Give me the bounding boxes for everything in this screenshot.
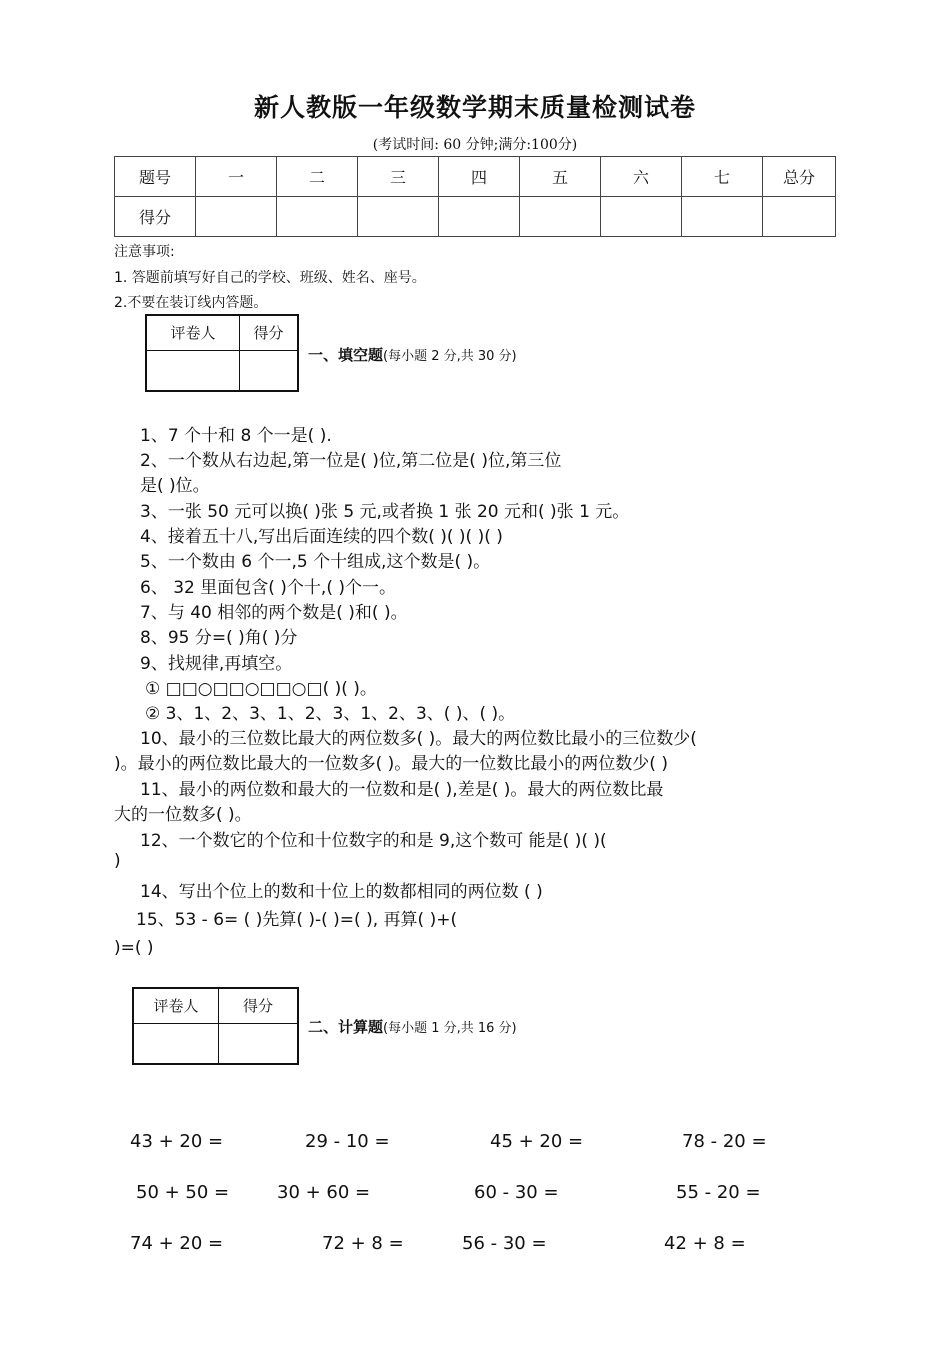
header-cell: 一 xyxy=(196,157,277,197)
calc-item: 56 - 30 = xyxy=(462,1233,547,1254)
question-line: )=( ) xyxy=(114,938,154,958)
score-table-score-row xyxy=(115,197,836,237)
header-cell: 六 xyxy=(601,157,682,197)
grader-box-2 xyxy=(132,987,299,1065)
question-line: 9、找规律,再填空。 xyxy=(140,654,293,674)
calc-item: 78 - 20 = xyxy=(682,1131,767,1152)
score-cell[interactable] xyxy=(358,197,439,237)
notes-heading: 注意事项: xyxy=(114,244,175,260)
score-table-header-row xyxy=(115,157,836,197)
question-line: 15、53 - 6= ( )先算( )-( )=( ), 再算( )+( xyxy=(136,910,458,930)
calc-item: 55 - 20 = xyxy=(676,1182,761,1203)
calc-item: 50 + 50 = xyxy=(136,1182,230,1203)
header-cell: 七 xyxy=(682,157,763,197)
question-line: ① □□○□□○□□○□( )( )。 xyxy=(145,679,377,699)
score-cell[interactable] xyxy=(763,197,836,237)
question-line: )。最小的两位数比最大的一位数多( )。最大的一位数比最小的两位数少( ) xyxy=(114,754,668,774)
score-cell[interactable] xyxy=(601,197,682,237)
note-item: 2.不要在装订线内答题。 xyxy=(114,295,268,311)
question-line: 是( )位。 xyxy=(140,476,210,496)
grader-label: 评卷人 xyxy=(133,988,219,1023)
grader-score-label: 得分 xyxy=(240,315,299,350)
question-line: ) xyxy=(114,851,121,871)
header-cell: 二 xyxy=(277,157,358,197)
question-line: 14、写出个位上的数和十位上的数都相同的两位数 ( ) xyxy=(140,882,543,902)
question-line: 5、一个数由 6 个一,5 个十组成,这个数是( )。 xyxy=(140,552,491,572)
question-line: 4、接着五十八,写出后面连续的四个数( )( )( )( ) xyxy=(140,527,503,547)
calc-item: 72 + 8 = xyxy=(322,1233,404,1254)
question-line: 3、一张 50 元可以换( )张 5 元,或者换 1 张 20 元和( )张 1 元。 xyxy=(140,502,630,522)
question-line: 11、最小的两位数和最大的一位数和是( ),差是( )。最大的两位数比最 xyxy=(140,780,664,800)
section1-heading xyxy=(308,344,517,365)
question-line: 7、与 40 相邻的两个数是( )和( )。 xyxy=(140,603,408,623)
exam-info: (考试时间: 60 分钟;满分:100分) xyxy=(372,137,578,153)
calc-item: 45 + 20 = xyxy=(490,1131,584,1152)
score-cell[interactable] xyxy=(682,197,763,237)
question-line: 10、最小的三位数比最大的两位数多( )。最大的两位数比最小的三位数少( xyxy=(140,729,697,749)
calc-item: 60 - 30 = xyxy=(474,1182,559,1203)
calc-item: 74 + 20 = xyxy=(130,1233,224,1254)
section2-meta: (每小题 1 分,共 16 分) xyxy=(383,1021,517,1036)
section2-title: 二、计算题 xyxy=(308,1018,384,1036)
question-line: 1、7 个十和 8 个一是( ). xyxy=(140,426,332,446)
calc-item: 30 + 60 = xyxy=(277,1182,371,1203)
score-cell[interactable] xyxy=(520,197,601,237)
question-line: ② 3、1、2、3、1、2、3、1、2、3、( )、( )。 xyxy=(145,704,516,724)
grader-score-label: 得分 xyxy=(219,988,299,1023)
grader-box-1 xyxy=(145,314,299,392)
header-cell: 五 xyxy=(520,157,601,197)
calc-item: 42 + 8 = xyxy=(664,1233,746,1254)
header-cell: 四 xyxy=(439,157,520,197)
section1-meta: (每小题 2 分,共 30 分) xyxy=(383,349,517,364)
grader-score-cell[interactable] xyxy=(219,1023,299,1064)
question-line: 大的一位数多( )。 xyxy=(114,805,252,825)
score-cell[interactable] xyxy=(277,197,358,237)
question-line: 2、一个数从右边起,第一位是( )位,第二位是( )位,第三位 xyxy=(140,451,562,471)
section2-heading xyxy=(308,1016,517,1037)
question-line: 8、95 分=( )角( )分 xyxy=(140,628,298,648)
grader-label: 评卷人 xyxy=(146,315,240,350)
calc-item: 43 + 20 = xyxy=(130,1131,224,1152)
grader-name-cell[interactable] xyxy=(133,1023,219,1064)
score-cell[interactable] xyxy=(439,197,520,237)
question-line: 12、一个数它的个位和十位数字的和是 9,这个数可 能是( )( )( xyxy=(140,831,607,851)
header-cell: 题号 xyxy=(115,157,196,197)
header-cell: 三 xyxy=(358,157,439,197)
row-label: 得分 xyxy=(115,197,196,237)
calc-item: 29 - 10 = xyxy=(305,1131,390,1152)
grader-score-cell[interactable] xyxy=(240,350,299,391)
score-cell[interactable] xyxy=(196,197,277,237)
score-table xyxy=(114,156,836,237)
grader-name-cell[interactable] xyxy=(146,350,240,391)
page-title: 新人教版一年级数学期末质量检测试卷 xyxy=(253,93,696,122)
section1-title: 一、填空题 xyxy=(308,346,384,364)
note-item: 1. 答题前填写好自己的学校、班级、姓名、座号。 xyxy=(114,270,426,286)
header-cell: 总分 xyxy=(763,157,836,197)
question-line: 6、 32 里面包含( )个十,( )个一。 xyxy=(140,578,396,598)
